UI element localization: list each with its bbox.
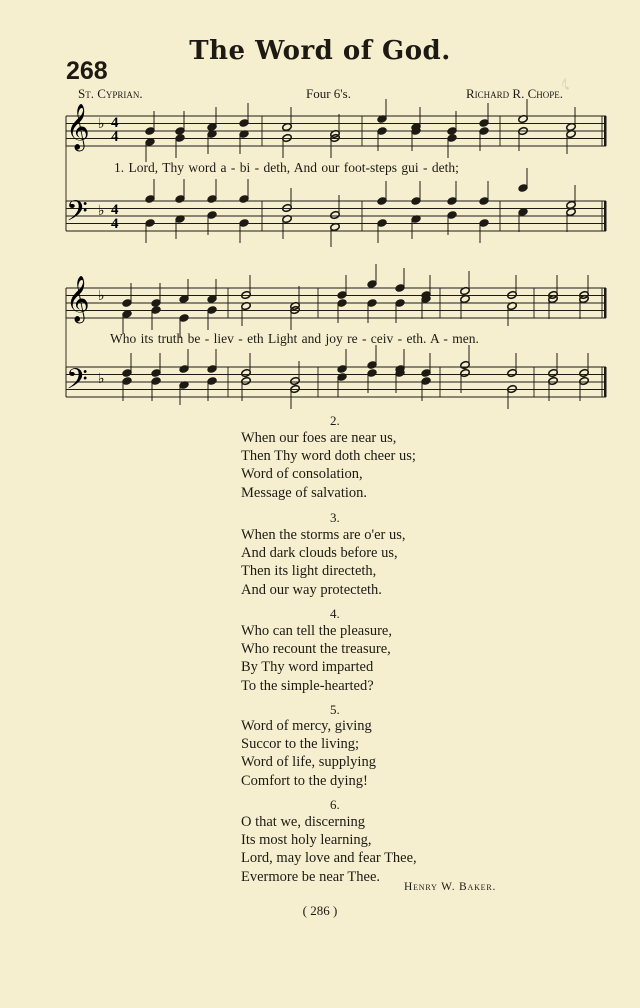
verse-line: Comfort to the dying! — [241, 772, 368, 789]
verse-number: 3. — [330, 510, 340, 525]
verse-5 — [241, 717, 376, 790]
meter: Four 6's. — [306, 86, 351, 101]
bass-staff-2 — [66, 367, 607, 397]
bass-staff-1 — [66, 201, 607, 231]
verse-4 — [241, 622, 392, 695]
verse-line: When our foes are near us, — [241, 430, 397, 446]
time-sig-bottom: 4 — [111, 216, 119, 232]
bass-clef-icon: 𝄢 — [66, 363, 88, 403]
lyrics-line-1: 1. Lord, Thy word a - bi - deth, And our foot-steps gui - deth; — [114, 160, 459, 175]
verse-number: 5. — [330, 702, 340, 717]
verse-6 — [241, 813, 417, 886]
tune-name: St. Cyprian. — [78, 86, 143, 101]
verse-line: Message of salvation. — [241, 484, 368, 501]
final-bar — [604, 367, 607, 397]
treble-clef-icon: 𝄞 — [66, 276, 90, 322]
flat-icon: ♭ — [98, 372, 105, 387]
verse-3 — [241, 526, 405, 599]
verse-line: Who can tell the pleasure, — [241, 623, 392, 639]
verse-2 — [241, 429, 416, 502]
verse-line: O that we, discerning — [241, 814, 366, 830]
flat-icon: ♭ — [98, 204, 105, 219]
final-bar — [604, 116, 607, 146]
treble-clef-icon: 𝄞 — [66, 104, 90, 150]
bleed-through-shadow: ♪ — [560, 70, 571, 95]
lyrics-line-2: Who its truth be - liev - eth Light and joy re - ceiv - eth. A - men. — [110, 331, 479, 346]
composer: Richard R. Chope. — [466, 86, 564, 101]
final-bar — [604, 201, 607, 231]
time-sig-top: 4 — [111, 202, 119, 218]
verse-line: When the storms are o'er us, — [241, 527, 406, 543]
verse-line: And our way protecteth. — [241, 581, 382, 598]
hymn-title: The Word of God. — [189, 36, 451, 66]
verse-line: To the simple-hearted? — [241, 677, 374, 694]
time-sig-top: 4 — [111, 115, 119, 131]
verse-line: Word of consolation, — [241, 466, 363, 483]
music-score — [0, 0, 640, 420]
verse-number: 2. — [330, 413, 340, 428]
bass-clef-icon: 𝄢 — [66, 195, 88, 235]
verse-number: 4. — [330, 606, 340, 621]
verse-line: Then Thy word doth cheer us; — [241, 448, 416, 465]
verse-line: Then its light directeth, — [241, 563, 377, 580]
hymn-number: 268 — [66, 57, 108, 85]
flat-icon: ♭ — [98, 289, 105, 304]
verse-line: Its most holy learning, — [241, 832, 372, 849]
verse-line: By Thy word imparted — [241, 659, 374, 676]
time-sig-bottom: 4 — [111, 129, 119, 145]
verse-number: 6. — [330, 797, 340, 812]
final-bar — [604, 288, 607, 318]
verse-line: Evermore be near Thee. — [241, 868, 381, 885]
verse-line: Succor to the living; — [241, 736, 359, 753]
hymn-author: Henry W. Baker. — [404, 881, 497, 893]
verse-line: Who recount the treasure, — [241, 641, 391, 658]
verse-line: Lord, may love and fear Thee, — [241, 850, 417, 867]
flat-icon: ♭ — [98, 117, 105, 132]
verse-line: Word of mercy, giving — [241, 718, 372, 734]
verse-line: Word of life, supplying — [241, 754, 376, 771]
page-number: ( 286 ) — [302, 903, 338, 918]
verse-line: And dark clouds before us, — [241, 545, 398, 562]
